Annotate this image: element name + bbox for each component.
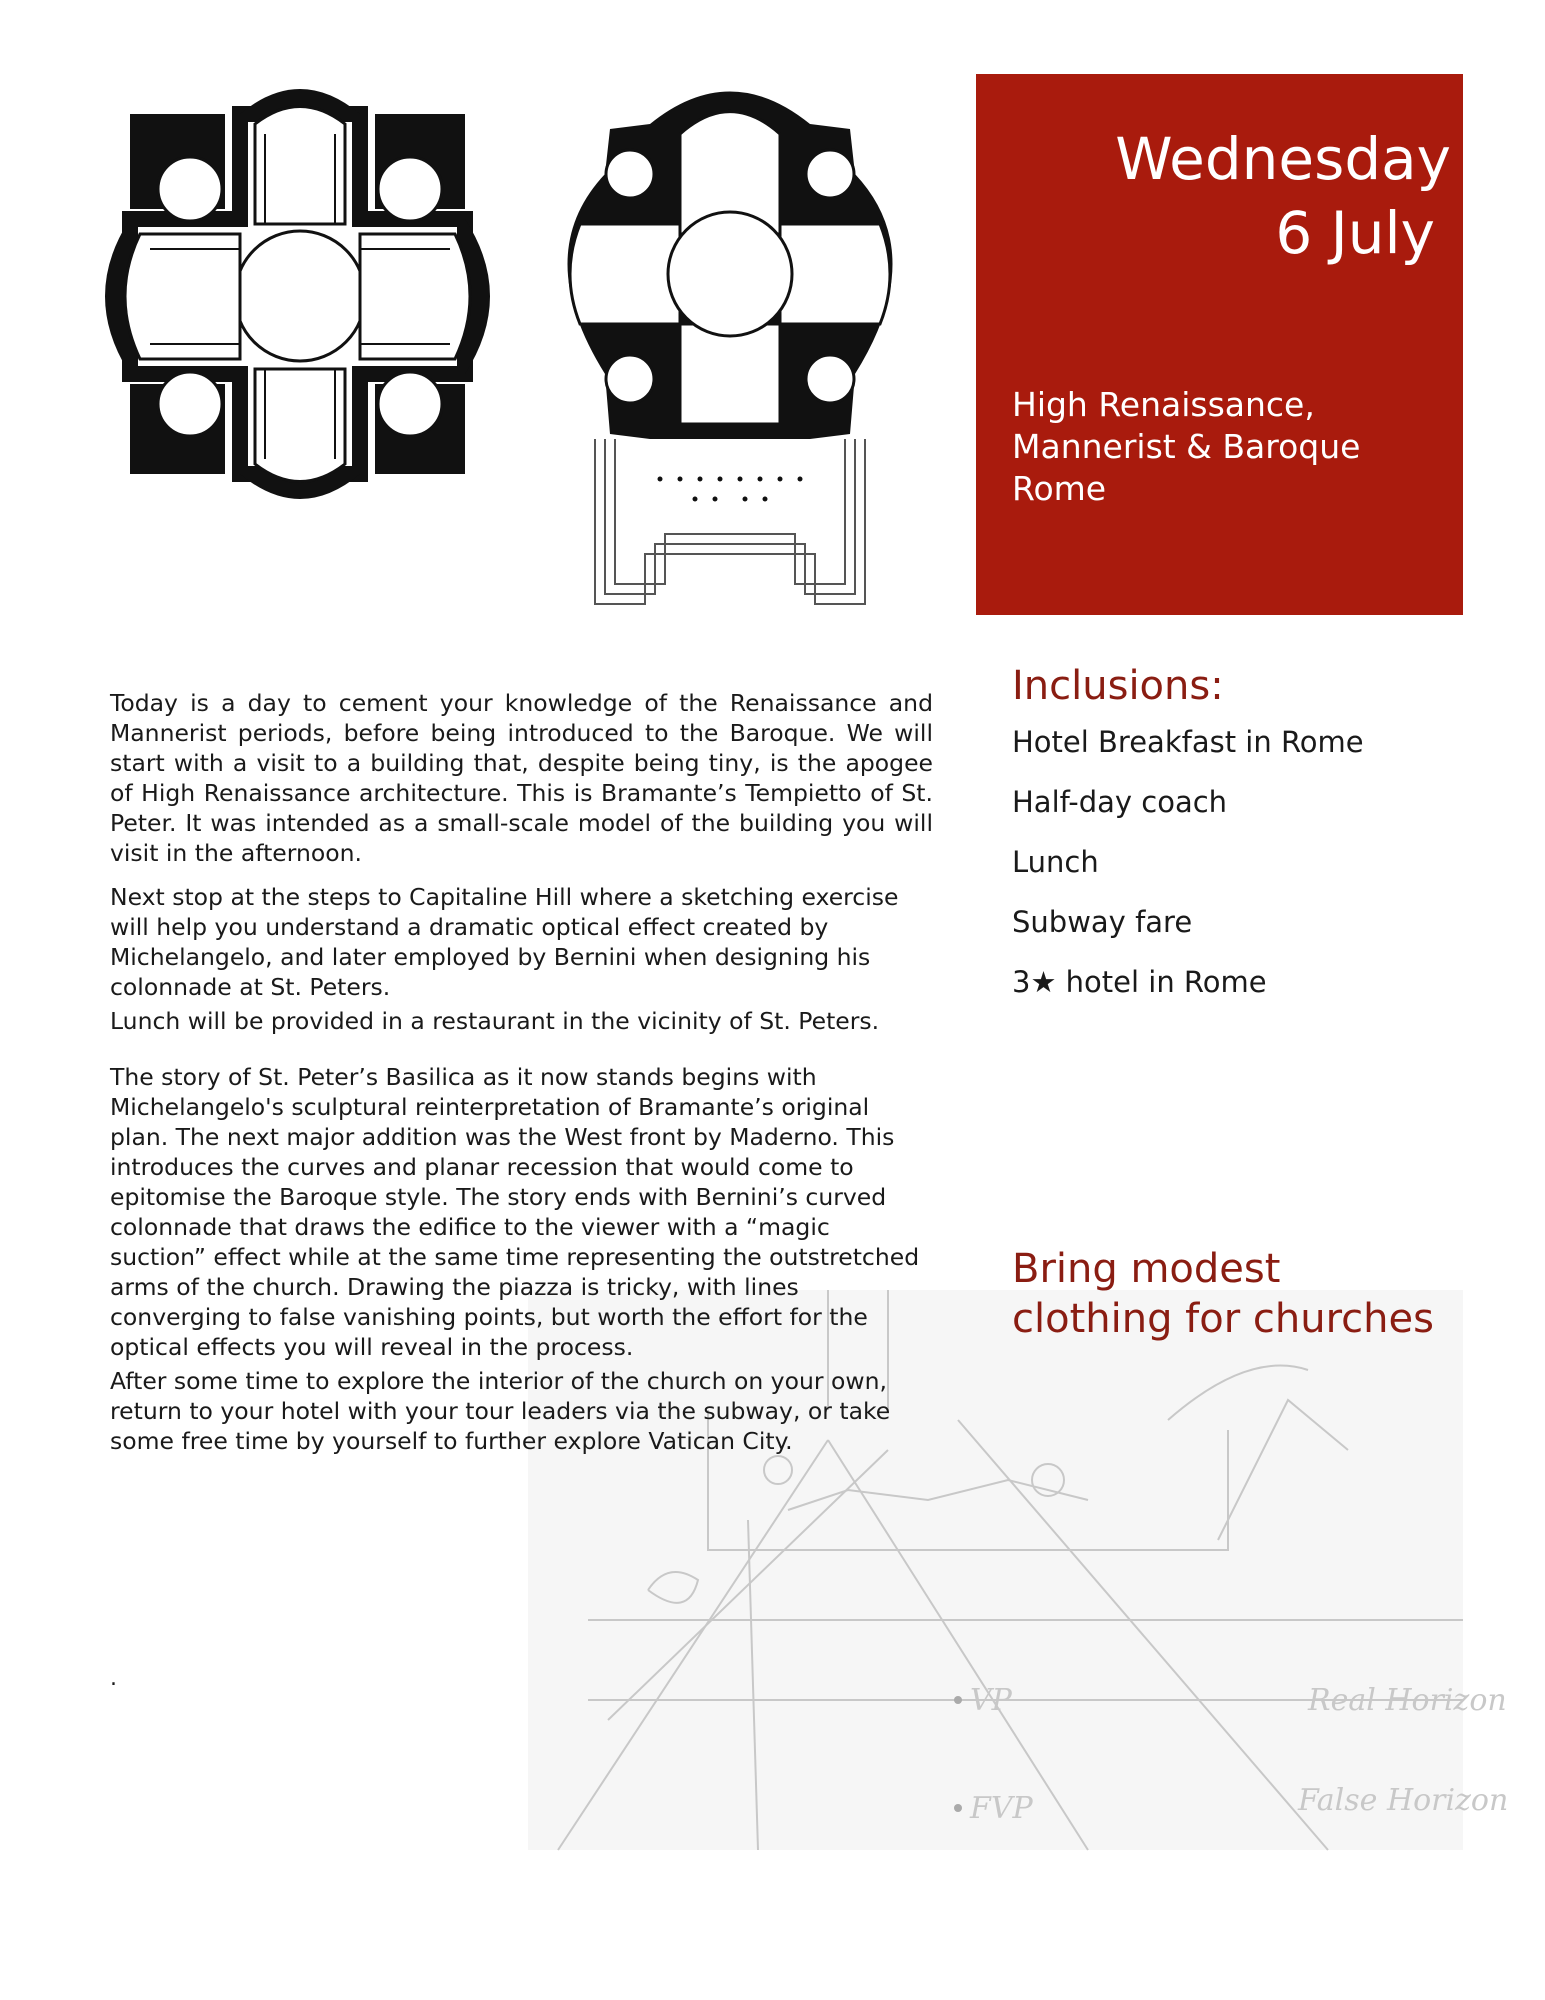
bramante-plan-icon: [90, 74, 510, 514]
sketch-label-false-horizon: False Horizon: [1298, 1783, 1509, 1818]
date-banner: [976, 74, 1463, 615]
inclusion-item: Subway fare: [1012, 905, 1193, 939]
inclusion-item: Lunch: [1012, 845, 1099, 879]
inclusion-item: Half-day coach: [1012, 785, 1228, 819]
paragraph-st-peters: The story of St. Peter’s Basilica as it now stands begins with Michelangelo's sculptural reinterpretation of Bramante’s original plan. The next major addition was the West front by Maderno. This introduces the curves and planar recession that would come to epitomise the Baroque style. The story ends with Bernini’s curved colonnade that draws the edifice to the viewer with a “magic suction” effect while at the same time representing the outstretched arms of the church. Drawing the piazza is tricky, with lines converging to false vanishing points, but worth the effort for the optical effects you will reveal in the process.: [110, 1063, 920, 1361]
day-subtitle: High Renaissance, Mannerist & Baroque Rome: [1012, 385, 1361, 508]
inclusion-item: 3★ hotel in Rome: [1012, 965, 1267, 999]
inclusions-list: [1012, 724, 1364, 1024]
sketch-label-vp: VP: [970, 1683, 1012, 1718]
michelangelo-plan-icon: [520, 74, 940, 614]
trailing-dot: .: [110, 1666, 117, 1691]
paragraph-intro: Today is a day to cement your knowledge of the Renaissance and Mannerist periods, before being introduced to the Baroque. We will start with a visit to a building that, despite being tiny, is the apogee of High Renaissance architecture. This is Bramante’s Tempietto of St. Peter. It was intended as a small-scale model of the building you will visit in the afternoon.: [110, 689, 933, 867]
day-date: 6 July: [1275, 199, 1435, 267]
sketch-label-fvp: FVP: [970, 1791, 1033, 1826]
clothing-note: Bring modest clothing for churches: [1012, 1246, 1434, 1342]
floor-plans: [90, 74, 960, 614]
paragraph-lunch: Lunch will be provided in a restaurant in the vicinity of St. Peters.: [110, 1007, 880, 1035]
inclusion-item: Hotel Breakfast in Rome: [1012, 725, 1364, 759]
inclusions-title: Inclusions:: [1012, 663, 1224, 709]
day-name: Wednesday: [1115, 125, 1451, 193]
sketch-label-real-horizon: Real Horizon: [1308, 1683, 1507, 1718]
paragraph-capitoline: Next stop at the steps to Capitaline Hill where a sketching exercise will help you understand a dramatic optical effect created by Michelangelo, and later employed by Bernini when designing his colonnade at St. Peters.: [110, 883, 899, 1001]
itinerary-body: [110, 688, 933, 1456]
paragraph-afternoon: After some time to explore the interior of the church on your own, return to your hotel with your tour leaders via the subway, or take some free time by yourself to further explore Vatican City.: [110, 1367, 891, 1455]
